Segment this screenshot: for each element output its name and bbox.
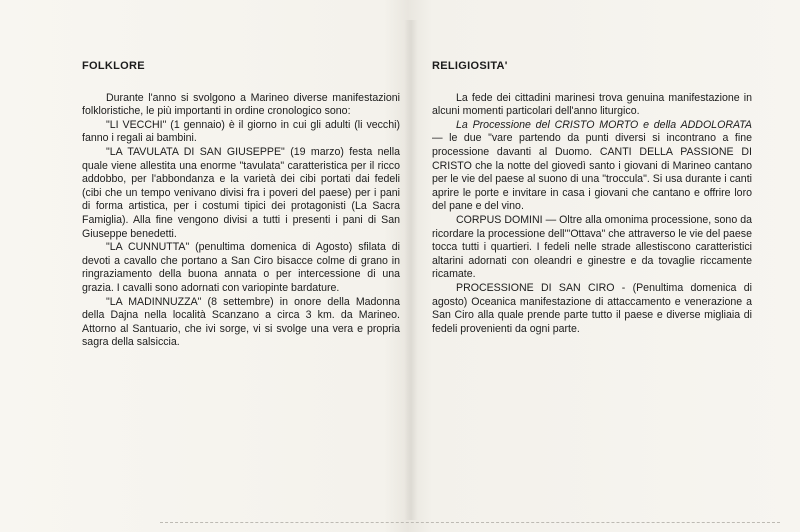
folklore-intro: Durante l'anno si svolgono a Marineo diverse manifestazioni folkloristiche, le più importanti in ordine cronologico sono: (82, 91, 400, 118)
page-edge-line (160, 522, 780, 523)
processione-text: — le due "vare partendo da punti diversi si incontrano a fine processione davanti al Duomo. CANTI DELLA PASSIONE DI CRISTO che la notte del giovedì santo i giovani di Marineo cantano per le vie del paese al suono di una "troccula". Si usa durante i canti aprire le porte e invitare in casa i giovani che cantano e offrire loro del pane e del vino. (432, 132, 752, 213)
processione-paragraph (432, 119, 752, 214)
cunnutta-paragraph: "LA CUNNUTTA" (penultima domenica di Agosto) sfilata di devoti a cavallo che portano a San Ciro bisacce colme di grano in ringraziamento della buona annata o per intercessione di una grazia. I cavalli sono adornati con variopinte bardature. (82, 241, 400, 294)
li-vecchi-paragraph: "LI VECCHI" (1 gennaio) è il giorno in cui gli adulti (li vecchi) fanno i regali ai bambini. (82, 118, 400, 145)
book-spine (404, 20, 418, 520)
folklore-heading: FOLKLORE (82, 60, 145, 72)
religiosita-intro: La fede dei cittadini marinesi trova genuina manifestazione in alcuni momenti particolari dell'anno liturgico. (432, 91, 752, 118)
religiosita-heading: RELIGIOSITA' (432, 60, 508, 72)
corpus-domini-paragraph: CORPUS DOMINI — Oltre alla omonima processione, sono da ricordare la processione dell'"Ottava" che attraverso le vie del paese tocca tutti i quartieri. I fedeli nelle strade allestiscono caratteristici altarini adornati con oleandri e ginestre e da tovaglie riccamente ricamate. (432, 213, 752, 281)
left-column (82, 60, 400, 350)
madinnuzza-paragraph: "LA MADINNUZZA" (8 settembre) in onore della Madonna della Dajna nella località Scanzano a circa 3 km. da Marineo. Attorno al Santuario, che ivi sorge, vi si svolge una vera e propria sagra della salsiccia. (82, 295, 400, 349)
tavulata-paragraph: "LA TAVULATA DI SAN GIUSEPPE" (19 marzo) festa nella quale viene allestita una enorme "tavulata" caratteristica per il ricco addobbo, per l'abbondanza e la varietà dei cibi portati dai fedeli (cibi che un tempo venivano divisi fra i poveri del paese) per i pani di forma artistica, per i costumi tipici dei protagonisti (La Sacra Famiglia). Alla fine vengono divisi a tutti i presenti i pani di San Giuseppe benedetti. (82, 145, 400, 240)
right-column (432, 60, 752, 336)
processione-title: La Processione del CRISTO MORTO e della ADDOLORATA (456, 118, 752, 131)
san-ciro-paragraph: PROCESSIONE DI SAN CIRO - (Penultima domenica di agosto) Oceanica manifestazione di attaccamento e venerazione a San Ciro alla quale prende parte tutto il paese e diverse migliaia di fedeli provenienti da ogni parte. (432, 281, 752, 335)
